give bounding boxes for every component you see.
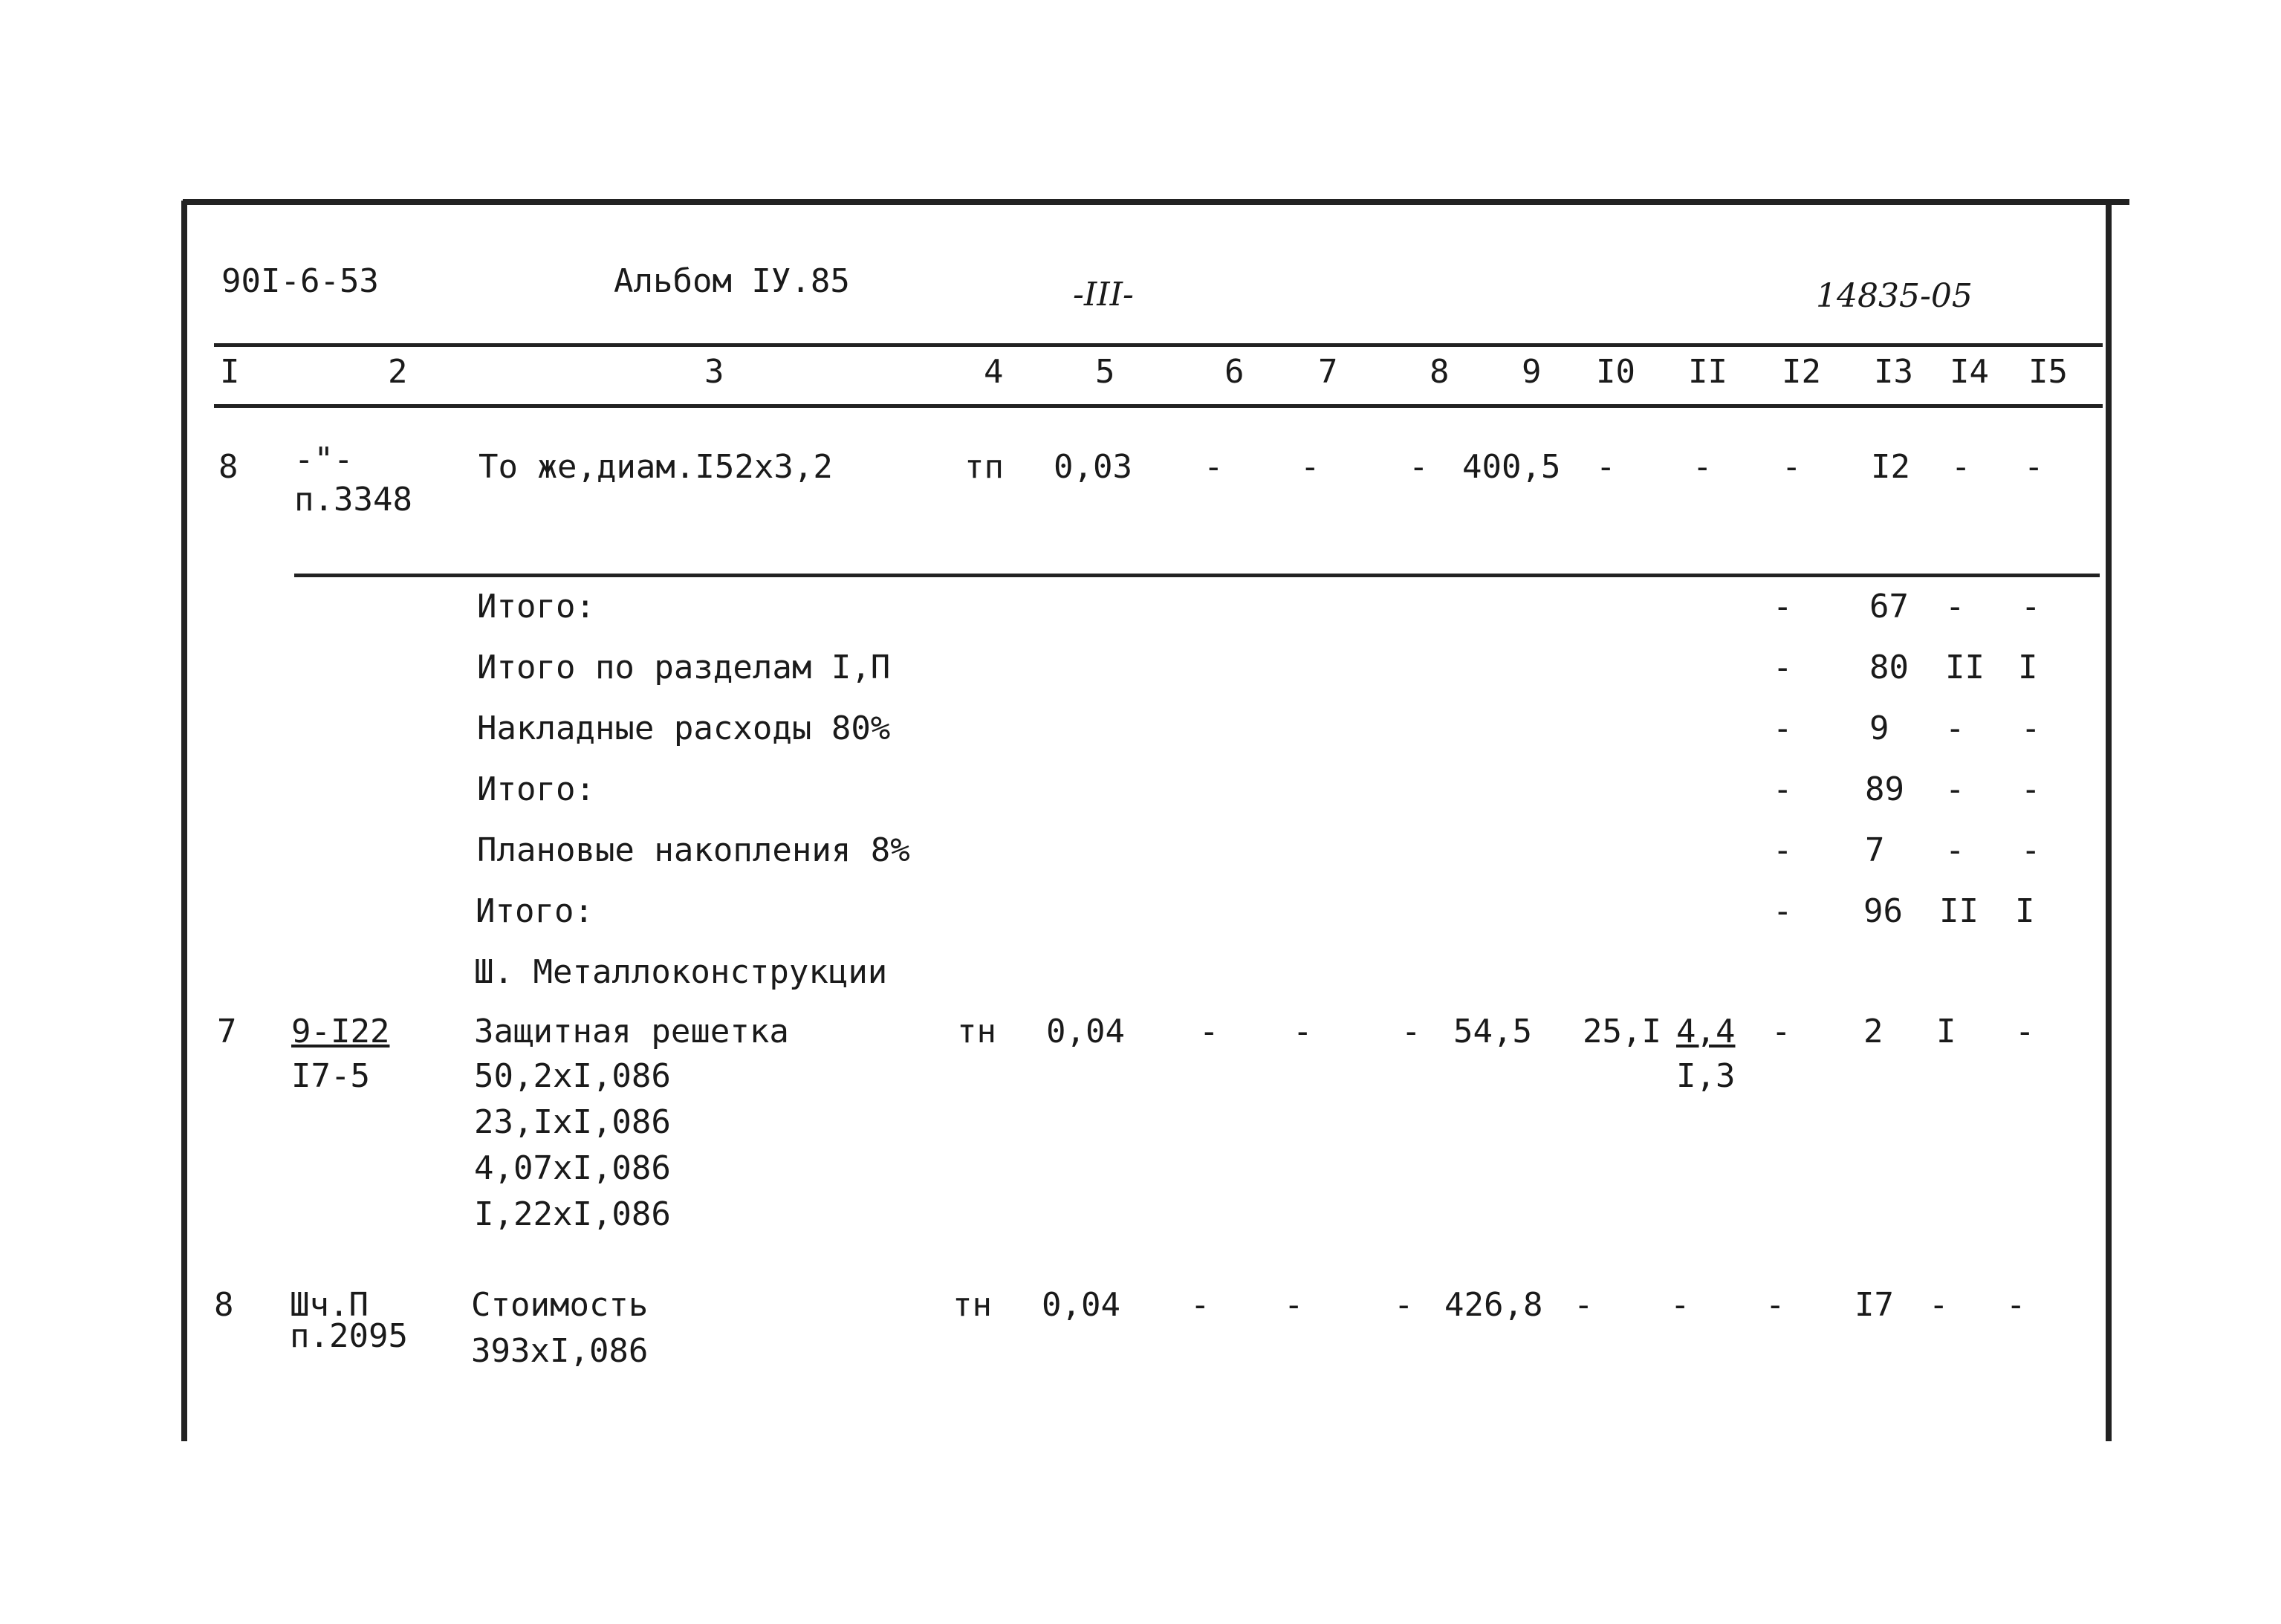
frame-top-border	[183, 199, 2129, 205]
row-3-ref-top: Шч.П	[290, 1286, 369, 1324]
row-3-ref-bottom: п.2095	[290, 1317, 408, 1355]
row-3-col-9: 426,8	[1444, 1286, 1543, 1324]
subtotal-2-col-12: -	[1773, 649, 1793, 686]
row-2-col-15: -	[2015, 1013, 2035, 1050]
column-header-3: 3	[704, 353, 724, 391]
row-2-ref-top: 9-I22	[291, 1013, 390, 1050]
subtotal-5-col-15: -	[2021, 831, 2041, 869]
row-2-col-11-top: 4,4	[1676, 1013, 1736, 1050]
subtotal-1-col-14: -	[1945, 588, 1965, 626]
subtotal-6-label: Итого:	[476, 892, 594, 930]
subtotal-1-col-13: 67	[1869, 588, 1909, 626]
frame-right-border	[2106, 201, 2112, 1441]
row-1-col-6: -	[1204, 448, 1224, 486]
row-2-col-13: 2	[1863, 1013, 1883, 1050]
row-1-col-10: -	[1596, 448, 1616, 486]
row-2-col-12: -	[1771, 1013, 1791, 1050]
column-header-14: I4	[1950, 353, 1989, 391]
row-2-col-6: -	[1199, 1013, 1219, 1050]
subtotal-4-label: Итого:	[477, 770, 595, 808]
row-1-col-1: 8	[218, 448, 239, 486]
row-2-col-1: 7	[217, 1013, 237, 1050]
column-header-15: I5	[2028, 353, 2068, 391]
row-1-ref-mark: -"-	[294, 441, 354, 478]
subtotal-3-col-12: -	[1773, 709, 1793, 747]
row-2-col-11-bottom: I,3	[1676, 1057, 1736, 1095]
row-1-col-15: -	[2024, 448, 2044, 486]
subtotal-3-col-13: 9	[1869, 709, 1889, 747]
row-2-description-line-4: 4,07хI,086	[474, 1149, 671, 1187]
row-3-col-11: -	[1670, 1286, 1690, 1324]
column-header-7: 7	[1318, 353, 1338, 391]
column-header-9: 9	[1522, 353, 1542, 391]
column-header-1: I	[220, 353, 240, 391]
subtotal-4-col-14: -	[1945, 770, 1965, 808]
document-code: 14835-05	[1816, 277, 1973, 315]
page-number: -III-	[1073, 276, 1134, 314]
row-3-col-12: -	[1765, 1286, 1785, 1324]
row-2-unit: тн	[957, 1013, 996, 1050]
subtotal-3-col-15: -	[2021, 709, 2041, 747]
album-title: Альбом IУ.85	[614, 262, 850, 300]
row-1-col-12: -	[1782, 448, 1802, 486]
subtotal-3-label: Накладные расходы 80%	[477, 709, 891, 747]
row-3-col-15: -	[2006, 1286, 2026, 1324]
column-header-6: 6	[1224, 353, 1245, 391]
subtotal-6-col-14: II	[1939, 892, 1979, 930]
row-3-description-line-2: 393хI,086	[471, 1332, 649, 1370]
row-3-col-6: -	[1190, 1286, 1210, 1324]
row-1-description: То же,диам.I52х3,2	[478, 448, 833, 486]
row-1-col-11: -	[1693, 448, 1713, 486]
row-2-description-line-3: 23,IхI,086	[474, 1103, 671, 1141]
row-1-col-7: -	[1300, 448, 1320, 486]
subtotal-5-col-13: 7	[1865, 831, 1885, 869]
subtotal-5-col-12: -	[1773, 831, 1793, 869]
header-rule-top	[214, 343, 2103, 347]
row-3-quantity: 0,04	[1042, 1286, 1120, 1324]
frame-left-border	[181, 201, 187, 1441]
section-title: Ш. Металлоконструкции	[474, 953, 888, 991]
column-header-11: II	[1688, 353, 1727, 391]
section-rule	[294, 574, 2100, 577]
subtotal-2-col-13: 80	[1869, 649, 1909, 686]
subtotal-3-col-14: -	[1945, 709, 1965, 747]
row-2-description-line-5: I,22хI,086	[474, 1195, 671, 1233]
row-3-col-14: -	[1929, 1286, 1949, 1324]
column-header-5: 5	[1095, 353, 1115, 391]
subtotal-4-col-15: -	[2021, 770, 2041, 808]
subtotal-4-col-12: -	[1773, 770, 1793, 808]
subtotal-1-col-15: -	[2021, 588, 2041, 626]
subtotal-5-label: Плановые накопления 8%	[477, 831, 910, 869]
row-1-col-8: -	[1409, 448, 1429, 486]
row-1-ref: п.3348	[294, 481, 412, 519]
row-1-quantity: 0,03	[1054, 448, 1132, 486]
subtotal-6-col-12: -	[1773, 892, 1793, 930]
row-2-col-14: I	[1936, 1013, 1956, 1050]
row-2-col-8: -	[1401, 1013, 1421, 1050]
row-2-col-10: 25,I	[1583, 1013, 1661, 1050]
column-header-8: 8	[1430, 353, 1450, 391]
column-header-2: 2	[388, 353, 408, 391]
subtotal-4-col-13: 89	[1865, 770, 1904, 808]
subtotal-1-label: Итого:	[477, 588, 595, 626]
row-3-col-8: -	[1394, 1286, 1414, 1324]
row-3-col-1: 8	[214, 1286, 234, 1324]
row-3-description: Стоимость	[471, 1286, 649, 1324]
row-2-quantity: 0,04	[1046, 1013, 1125, 1050]
subtotal-2-col-15: I	[2018, 649, 2038, 686]
row-1-col-13: I2	[1871, 448, 1910, 486]
column-header-12: I2	[1782, 353, 1821, 391]
row-2-description-line-2: 50,2хI,086	[474, 1057, 671, 1095]
subtotal-2-label: Итого по разделам I,П	[477, 649, 891, 686]
doc-number: 90I-6-53	[221, 262, 379, 300]
subtotal-5-col-14: -	[1945, 831, 1965, 869]
subtotal-6-col-15: I	[2015, 892, 2035, 930]
subtotal-1-col-12: -	[1773, 588, 1793, 626]
header-rule-bottom	[214, 404, 2103, 408]
row-1-col-9: 400,5	[1462, 448, 1561, 486]
column-header-4: 4	[984, 353, 1004, 391]
row-2-description: Защитная решетка	[474, 1013, 789, 1050]
row-1-unit: тп	[964, 448, 1004, 486]
row-1-col-14: -	[1951, 448, 1971, 486]
column-header-13: I3	[1874, 353, 1913, 391]
row-3-col-13: I7	[1855, 1286, 1894, 1324]
column-header-10: I0	[1596, 353, 1635, 391]
row-3-col-7: -	[1284, 1286, 1304, 1324]
row-3-unit: тн	[953, 1286, 992, 1324]
row-3-col-10: -	[1574, 1286, 1594, 1324]
row-2-col-9: 54,5	[1453, 1013, 1532, 1050]
subtotal-6-col-13: 96	[1863, 892, 1903, 930]
subtotal-2-col-14: II	[1945, 649, 1985, 686]
row-2-col-7: -	[1293, 1013, 1313, 1050]
row-2-ref-bottom: I7-5	[291, 1057, 370, 1095]
